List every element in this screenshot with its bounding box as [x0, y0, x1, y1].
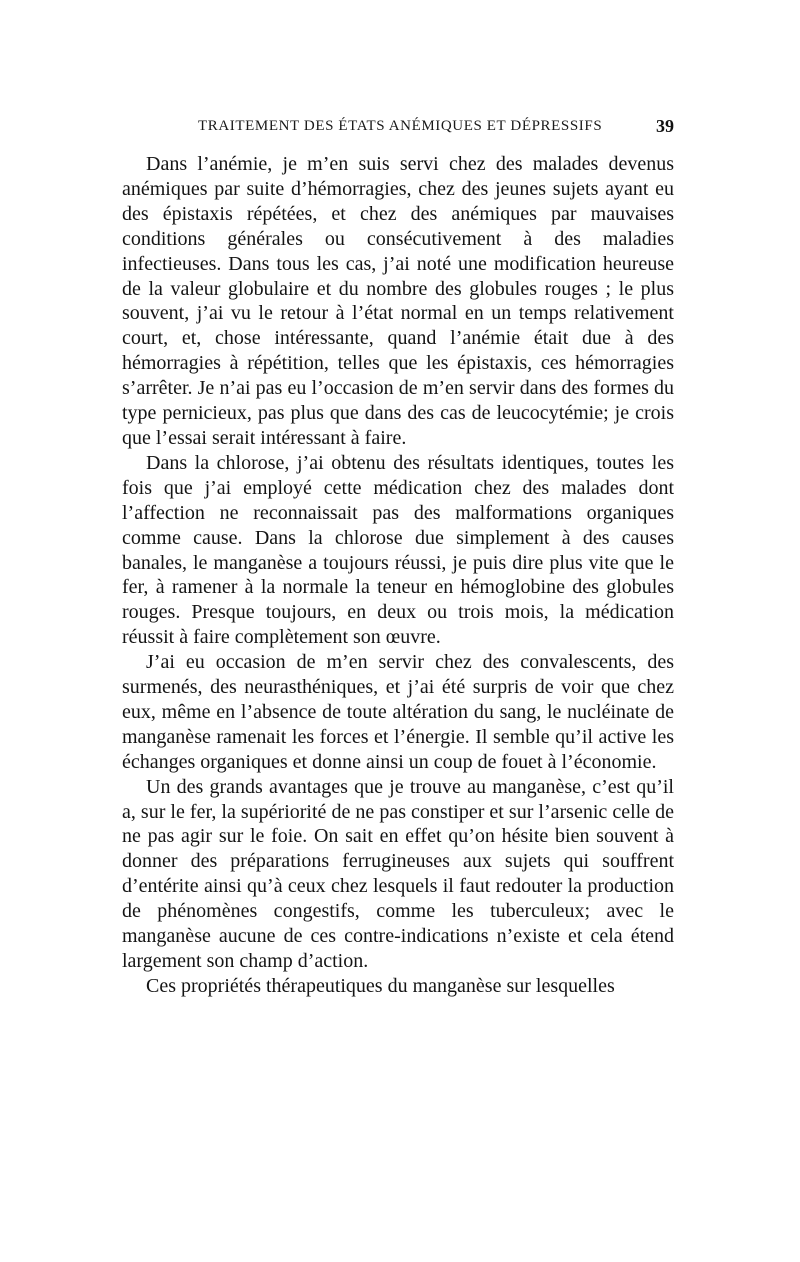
running-head — [122, 118, 674, 142]
paragraph-properties: Ces propriétés thérapeutiques du manganèse sur lesquelles — [146, 974, 615, 997]
paragraph-chlorosis: Dans la chlorose, j’ai obtenu des résultats identiques, toutes les fois que j’ai employé cette médication chez des malades dont l’affection ne reconnaissait pas des malformations organiques comme cause. Dans la chlorose due simplement à des causes banales, le manganèse a toujours réussi, je puis dire plus vite que le fer, à ramener à la normale la teneur en hémoglobine des globules rouges. Presque toujours, en deux ou trois mois, la médication réussit à faire complètement son œuvre. — [122, 451, 674, 649]
page-number: 39 — [656, 116, 674, 136]
paragraph-advantages: Un des grands avantages que je trouve au manganèse, c’est qu’il a, sur le fer, la supériorité de ne pas constiper et sur l’arsenic celle de ne pas agir sur le foie. On sait en effet qu’on hésite bien souvent à donner des préparations ferrugineuses aux sujets qui souffrent d’entérite ainsi qu’à ceux chez lesquels il faut redouter la production de phénomènes congestifs, comme les tuberculeux; avec le manganèse aucune de ces contre-indications n’existe et cela étend largement son champ d’action. — [122, 775, 674, 972]
body-text — [122, 152, 674, 999]
paragraph-convalescents: J’ai eu occasion de m’en servir chez des convalescents, des surmenés, des neurasthéniques, et j’ai été surpris de voir que chez eux, même en l’absence de toute altération du sang, le nucléinate de manganèse ramenait les forces et l’énergie. Il semble qu’il active les échanges organiques et donne ainsi un coup de fouet à l’économie. — [122, 651, 674, 773]
running-title: TRAITEMENT DES ÉTATS ANÉMIQUES ET DÉPRESSIFS — [198, 118, 603, 134]
paragraph-anemia: Dans l’anémie, je m’en suis servi chez des malades devenus anémiques par suite d’hémorragies, chez des jeunes sujets ayant eu des épistaxis répétées, et chez des anémiques par mauvaises conditions générales ou consécutivement à des maladies infectieuses. Dans tous les cas, j’ai noté une modification heureuse de la valeur globulaire et du nombre des globules rouges ; le plus souvent, j’ai vu le retour à l’état normal en un temps relativement court, et, chose intéressante, quand l’anémie était due à des hémorragies à répétition, telles que les épistaxis, ces hémorragies s’arrêter. Je n’ai pas eu l’occasion de m’en servir dans des formes du type pernicieux, pas plus que dans des cas de leucocytémie; je crois que l’essai serait intéressant à faire. — [122, 153, 674, 449]
